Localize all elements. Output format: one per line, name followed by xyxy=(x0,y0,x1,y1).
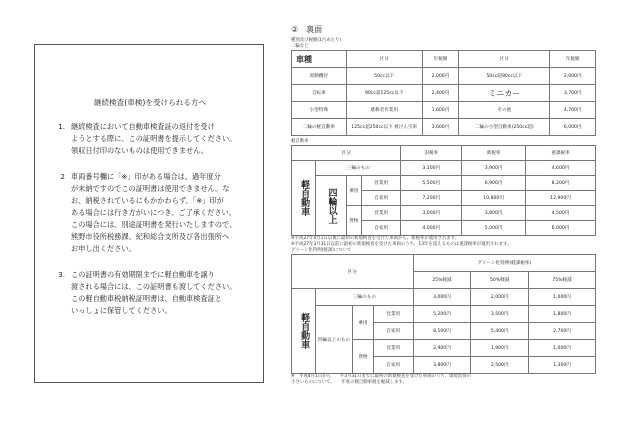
item-line: お申し出ください。 xyxy=(71,244,136,253)
table-header-cell: グリーン化特例(軽課税率) xyxy=(413,255,595,272)
table-cell: 125cc超250cc以下 被けん引車 xyxy=(346,119,422,136)
tax-tables-panel xyxy=(291,24,596,386)
table-cell: 5,400円 xyxy=(471,323,529,340)
table-cell: 50cc以下 xyxy=(346,68,422,85)
table-cell: 営業用 xyxy=(361,206,401,221)
table-row xyxy=(292,51,596,68)
table-cell: 3,000円 xyxy=(413,289,471,306)
table-header-cell: 区分 xyxy=(459,51,550,68)
table-row xyxy=(292,161,596,176)
item-line: 熊野市役所税務課、紀和総合支所及び各出張所へ xyxy=(71,232,230,241)
table-cell: 4,000円 xyxy=(401,221,462,236)
table-cell: 自転車 xyxy=(292,85,347,102)
table-cell: 3,100円 xyxy=(401,161,462,176)
instructions-heading: 継続検査(車検)を受けられる方へ xyxy=(93,98,207,107)
item-number: 2 xyxy=(60,172,65,181)
item-number: 3. xyxy=(58,270,65,279)
table-header-cell: 旧税率 xyxy=(401,146,462,161)
table-cell: 5,000円 xyxy=(462,221,526,236)
table-cell: 50cc超90cc以下 xyxy=(459,68,550,85)
table-row xyxy=(292,119,596,136)
table-header-cell: 区分 xyxy=(346,51,422,68)
item-line: が未納ですのでこの証明書は使用できません。な xyxy=(71,184,230,193)
table-cell: 二輪の軽自動車 xyxy=(292,119,347,136)
table-cell: 1,800円 xyxy=(529,306,596,323)
table-cell: 4,600円 xyxy=(526,161,596,176)
green-tax-table xyxy=(291,254,596,374)
table-cell: 7,200円 xyxy=(401,191,462,206)
table-cell: 4,500円 xyxy=(526,206,596,221)
table-cell: 10,800円 xyxy=(462,191,526,206)
table-cell: 90cc超125cc以下 xyxy=(346,85,422,102)
table-cell: 営業用 xyxy=(361,176,401,191)
table-cell: 8,200円 xyxy=(526,176,596,191)
table-cell: 3,700円 xyxy=(550,85,596,102)
table3-caption: グリーン化特例(軽課)について xyxy=(291,248,352,253)
item-line: 領収日付印のないものは使用できません。 xyxy=(71,146,208,155)
table-header-cell: 年税額 xyxy=(550,51,596,68)
passenger-label: 乗用 xyxy=(352,306,373,340)
table-cell: 農耕者作業用 xyxy=(346,102,422,119)
item-line: 渡される場合には、この証明書も渡してください。 xyxy=(71,282,237,291)
table-cell: 3,900円 xyxy=(462,161,526,176)
table-row xyxy=(292,146,596,161)
table-cell: 6,000円 xyxy=(550,119,596,136)
table-cell: 1,600円 xyxy=(422,102,458,119)
table-row xyxy=(292,68,596,85)
table-cell: 2,000円 xyxy=(471,289,529,306)
table-cell: 6,000円 xyxy=(526,221,596,236)
table-cell: 小型特殊 xyxy=(292,102,347,119)
table-cell: 3,800円 xyxy=(462,206,526,221)
table-cell: 営業用 xyxy=(374,340,414,357)
table-cell: 原動機付 xyxy=(292,68,347,85)
table-cell: 三輪のもの xyxy=(316,161,401,176)
table-cell: 三輪のもの xyxy=(316,289,413,306)
table-row xyxy=(292,85,596,102)
table-row xyxy=(292,255,596,272)
table-cell: 3,500円 xyxy=(471,306,529,323)
instruction-item-3 xyxy=(47,269,253,317)
table-cell: 3,800円 xyxy=(413,357,471,374)
table-header-cell: 25%軽減 xyxy=(413,272,471,289)
kei-car-vertical-label: 軽自動車 xyxy=(292,161,316,236)
table-header-cell: 車種 xyxy=(292,51,347,68)
table-cell: 3,600円 xyxy=(422,119,458,136)
item-line: お、納税されているにもかかわらず、「※」印が xyxy=(71,196,224,205)
table1-caption: 種別及び税額(1台あたり) xyxy=(291,38,342,43)
table-row xyxy=(292,176,596,191)
table-header-cell: 50%軽減 xyxy=(471,272,529,289)
table-cell: 2,000円 xyxy=(550,68,596,85)
four-wheel-vertical-label: 四輪以上 xyxy=(316,176,346,236)
table-header-cell: 重課税率 xyxy=(526,146,596,161)
table-cell: 3,000円 xyxy=(401,206,462,221)
item-line: この軽自動車税納税証明書は、自動車検査証と xyxy=(71,294,222,303)
table-cell: 2,700円 xyxy=(529,323,596,340)
table-row xyxy=(292,102,596,119)
table1-subcaption: 二輪など xyxy=(291,44,309,49)
table-header-cell: 年税額 xyxy=(422,51,458,68)
table-cell: 12,900円 xyxy=(526,191,596,206)
table-cell: 1,000円 xyxy=(529,289,596,306)
table2-note: ※平成27年3月31日以前に最初の新規検査を受けた車両のうち、13年を超えるものは重課税率が適用されます。 xyxy=(291,242,512,247)
table-cell: 自家用 xyxy=(361,221,401,236)
table-header-cell: 75%軽減 xyxy=(529,272,596,289)
table-cell: 1,900円 xyxy=(471,340,529,357)
kei-car-tax-table xyxy=(291,145,596,236)
table-row xyxy=(292,289,596,306)
cargo-label: 貨物 xyxy=(346,206,361,236)
item-line: ようとする際に、この証明書を提示してください。 xyxy=(71,134,237,143)
table-cell: 1,000円 xyxy=(529,340,596,357)
item-line: ある場合には行き方がいにつき、ご了承ください。 xyxy=(71,208,236,217)
table-cell: 6,900円 xyxy=(462,176,526,191)
table3-note: 小さいものについて、 年度の軽自動車税を軽減します。 xyxy=(291,380,407,385)
table-cell: その他 xyxy=(459,102,550,119)
item-line: いっしょに保管してください。 xyxy=(71,306,172,315)
table-cell: 自家用 xyxy=(374,357,414,374)
table-cell: 8,100円 xyxy=(413,323,471,340)
table-cell: 5,500円 xyxy=(401,176,462,191)
table-cell: ミニカー xyxy=(459,85,550,102)
table-header-cell: 区分 xyxy=(292,146,401,161)
table-cell: 2,900円 xyxy=(413,340,471,357)
table-cell: 自家用 xyxy=(374,323,414,340)
item-line: この場合には、別途証明書を発行いたしますので、 xyxy=(71,220,237,229)
item-number: 1. xyxy=(58,122,65,131)
table2-caption: 軽自動車 xyxy=(291,139,309,144)
cargo-label: 貨物 xyxy=(352,340,373,374)
table2-note: ※平成27年4月1日以後に最初の新規検査を受けた車両から、新税率が適用されます。 xyxy=(291,236,460,241)
item-line: この証明書の有効期限までに軽自動車を譲り xyxy=(71,270,215,279)
table-cell: 5,200円 xyxy=(413,306,471,323)
instruction-item-1 xyxy=(47,121,253,157)
instructions-panel xyxy=(34,44,264,383)
table-cell: 二輪の小型自動車(250cc超) xyxy=(459,119,550,136)
passenger-label: 乗用 xyxy=(346,176,361,206)
table-header-cell: 区分 xyxy=(292,255,414,289)
item-line: 車両番号欄に「※」印がある場合は、過年度分 xyxy=(71,172,221,181)
four-wheel-label: 四輪以上のもの xyxy=(316,306,352,374)
table-cell: 1,300円 xyxy=(529,357,596,374)
table3-note: ※ 平成4月1日から 平3月31日までに最初の新規検査を受けた車両のうち、環境負荷の xyxy=(291,374,472,379)
kei-car-vertical-label: 軽自動車 xyxy=(292,289,316,374)
table-cell: 4,700円 xyxy=(550,102,596,119)
table-cell: 自家用 xyxy=(361,191,401,206)
table-header-cell: 新税率 xyxy=(462,146,526,161)
table-cell: 2,400円 xyxy=(422,85,458,102)
table-cell: 2,500円 xyxy=(471,357,529,374)
item-line: 継続検査において自動車検査証の返付を受け xyxy=(71,122,215,131)
table-cell: 2,000円 xyxy=(422,68,458,85)
table-cell: 営業用 xyxy=(374,306,414,323)
back-side-title: ② 裏面 xyxy=(291,25,323,34)
table-row xyxy=(292,306,596,323)
instruction-item-2 xyxy=(47,171,253,255)
vehicle-class-tax-table xyxy=(291,50,596,136)
